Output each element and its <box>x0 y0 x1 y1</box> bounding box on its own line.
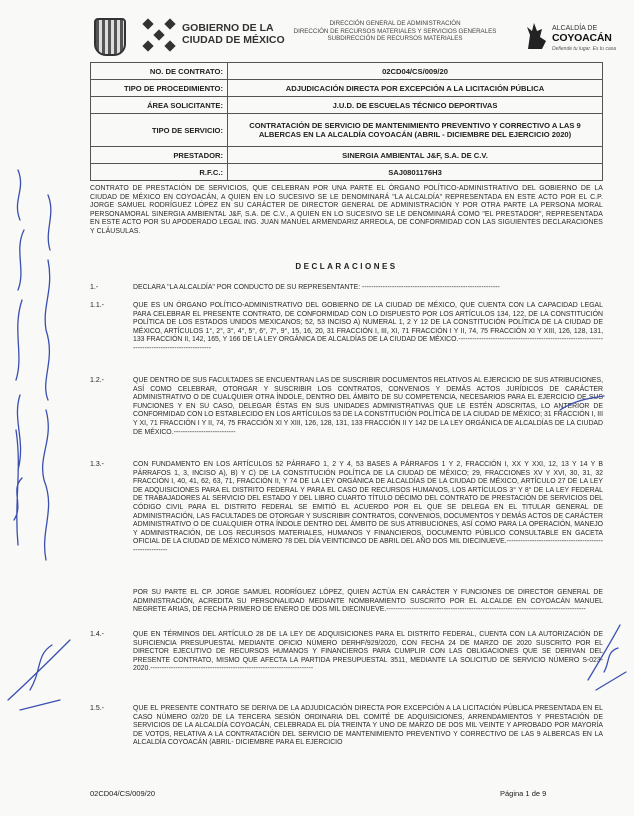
decl-1-2-text: QUE DENTRO DE SUS FACULTADES SE ENCUENTRAN LAS DE SUSCRIBIR DOCUMENTOS RELATIVOS AL EJERCICIO DE SUS ATRIBUCIONES, ASÍ COMO CELEBRAR, OTORGAR Y SUSCRIBIR LOS CONTRATOS, CONVENIOS Y DEMÁS ACTOS JURÍDICOS DE CARÁCTER ADMINISTRATIVO O DE CUALQUIER OTRA ÍNDOLE, DENTRO DEL ÁMBITO DE SU COMPETENCIA, NECESARIOS PARA EL EJERCICIO DE SUS FUNCIONES Y EN SU CASO, DELEGAR ÉSTAS EN SUS UNIDADES ADMINISTRATIVAS QUE LE ESTÉN ADSCRITAS, LO ANTERIOR DE CONFORMIDAD CON LO ESTABLECIDO EN LOS ARTÍCULOS 53 DE LA CONSTITUCIÓN POLÍTICA DE LA CIUDAD DE MÉXICO; 31 FRACCIÓN I, III Y XI, 71 FRACCIÓN I Y II, 74, 75 FRACCIÓN XI Y XIII, 126, 128, 131, 133 FRACCIÓN II Y 142 DE LA LEY ORGÁNICA DE ALCALDÍAS DE LA CIUDAD DE MÉXICO.--------------------------- <box>133 377 603 436</box>
info-row <box>91 164 603 181</box>
info-value: SAJ0801176H3 <box>228 164 603 181</box>
info-row <box>91 80 603 97</box>
decl-1-1-text: QUE ES UN ÓRGANO POLÍTICO-ADMINISTRATIVO DEL GOBIERNO DE LA CIUDAD DE MÉXICO, QUE CUENTA CON LA CAPACIDAD LEGAL PARA CELEBRAR EL PRESENTE CONTRATO, DE CONFORMIDAD CON LO DISPUESTO POR LOS ARTÍCULOS 134, 122, DE LA CONSTITUCIÓN POLÍTICA DE LOS ESTADOS UNIDOS MEXICANOS; 52, 53 INCISO A) NUMERAL 1, 2 Y 12 DE LA CONSTITUCIÓN POLÍTICA DE LA CIUDAD DE MÉXICO, ARTÍCULOS 1°, 2°, 3°, 4°, 5°, 6°, 7°, 9°, 15, 16, 20, 31 FRACCIÓN I, III, XI, 71 FRACCIÓN I Y II, 74, 75 FRACCIÓN XI Y XIII, 126, 128, 131, 133 FRACCIÓN II, 142, 165, Y 166 DE LA LEY ORGÁNICA DE ALCALDÍAS DE LA CIUDAD DE MÉXICO.------------------------------------------------------------------------------------------------- <box>133 302 603 352</box>
dept-line-1: DIRECCIÓN GENERAL DE ADMINISTRACIÓN <box>329 20 461 27</box>
footer-page-number: Página 1 de 9 <box>500 789 547 798</box>
decl-1-5-number: 1.5.- <box>90 705 105 712</box>
coyote-icon <box>524 19 550 53</box>
decl-1-4-text: QUE EN TÉRMINOS DEL ARTÍCULO 28 DE LA LEY DE ADQUISICIONES PARA EL DISTRITO FEDERAL, CUENTA CON LA AUTORIZACIÓN DE SUFICIENCIA PRESUPUESTAL MEDIANTE OFICIO NÚMERO DERHF/929/2020, CON FECHA 24 DE MARZO DE 2020 SUSCRITO POR EL DIRECTOR EJECUTIVO DE RECURSOS HUMANOS Y FINANCIEROS PARA CUMPLIR CON LAS OBLIGACIONES QUE SE DERIVAN DEL PRESENTE CONTRATO, MISMO QUE AFECTA LA PARTIDA PRESUPUESTAL 3511, MEDIANTE LA SOLICITUD DE SERVICIO NÚMERO S-023-2020.----------------------------------------------------------------------- <box>133 631 603 673</box>
decl-1-text: DECLARA "LA ALCALDÍA" POR CONDUCTO DE SU REPRESENTANTE: ------------------------------------------------------------ <box>133 284 500 291</box>
coyoacan-logo <box>522 17 618 57</box>
dept-line-3: SUBDIRECCIÓN DE RECURSOS MATERIALES <box>327 35 463 42</box>
letterhead <box>0 8 634 58</box>
info-key: TIPO DE SERVICIO: <box>91 114 228 147</box>
gov-line-2: CIUDAD DE MÉXICO <box>182 34 285 46</box>
info-value: 02CD04/CS/009/20 <box>228 63 603 80</box>
info-row <box>91 147 603 164</box>
info-value: J.U.D. DE ESCUELAS TÉCNICO DEPORTIVAS <box>228 97 603 114</box>
info-row <box>91 97 603 114</box>
coyoacan-tagline: Defiende tu lugar. Es tu casa <box>552 46 617 52</box>
info-key: TIPO DE PROCEDIMIENTO: <box>91 80 228 97</box>
decl-1-1-number: 1.1.- <box>90 302 105 309</box>
declarations-title: DECLARACIONES <box>295 262 398 271</box>
intro-paragraph: CONTRATO DE PRESTACIÓN DE SERVICIOS, QUE CELEBRAN POR UNA PARTE EL ÓRGANO POLÍTICO-ADMINISTRATIVO DEL GOBIERNO DE LA CIUDAD DE MÉXICO EN COYOACÁN, A QUIEN EN LO SUCESIVO SE LE DENOMINARÁ "LA ALCALDÍA" REPRESENTADA EN ESTE ACTO POR EL C.P. JORGE SAMUEL RODRÍGUEZ LÓPEZ EN SU CARÁCTER DE DIRECTOR GENERAL DE ADMINISTRACIÓN Y POR OTRA PARTE LA PERSONA MORAL PERSONAMORAL SINERGIA AMBIENTAL J&F, S.A. DE C.V., A QUIEN EN LO SUCESIVO SE LE DENOMINARÁ COMO "EL PRESTADOR", REPRESENTADA EN ESTE ACTO POR SU APODERADO LEGAL ING. JUAN MANUEL ARMENDARIZ ARREOLA, DE CONFORMIDAD CON LAS SIGUIENTES DECLARACIONES Y CLÁUSULAS. <box>90 185 603 235</box>
info-key: ÁREA SOLICITANTE: <box>91 97 228 114</box>
decl-1-3-number: 1.3.- <box>90 461 105 468</box>
coyoacan-alcaldia-label: ALCALDÍA DE <box>552 25 598 32</box>
decl-1-5-text: QUE EL PRESENTE CONTRATO SE DERIVA DE LA ADJUDICACIÓN DIRECTA POR EXCEPCIÓN A LA LICITACIÓN PÚBLICA PRESENTADA EN EL CASO NÚMERO 02/20 DE LA TERCERA SESIÓN ORDINARIA DEL COMITÉ DE ADQUISICIONES, ARRENDAMIENTOS Y PRESTACIÓN DE SERVICIOS DE LA ALCALDÍA COYOACÁN, CELEBRADA EL DÍA TREINTA Y UNO DE MARZO DE DOS MIL VEINTE Y APROBADO POR MAYORÍA DE VOTOS, RELATIVA A LA CONTRATACIÓN DEL SERVICIO DE MANTENIMIENTO PREVENTIVO Y CORRECTIVO DE LAS 9 ALBERCAS EN LA ALCALDÍA COYOACÁN (ABRIL- DICIEMBRE PARA EL EJERCICIO <box>133 705 603 747</box>
cdmx-logo-icon <box>140 16 178 54</box>
coat-of-arms-logo <box>94 18 126 56</box>
coyoacan-name: COYOACÁN <box>552 32 612 44</box>
info-key: NO. DE CONTRATO: <box>91 63 228 80</box>
dept-line-2: DIRECCIÓN DE RECURSOS MATERIALES Y SERVICIOS GENERALES <box>293 27 497 35</box>
info-row <box>91 114 603 147</box>
info-key: PRESTADOR: <box>91 147 228 164</box>
info-value: SINERGIA AMBIENTAL J&F, S.A. DE C.V. <box>228 147 603 164</box>
decl-1-4-number: 1.4.- <box>90 631 105 638</box>
decl-1-3-continuation: POR SU PARTE EL CP. JORGE SAMUEL RODRÍGUEZ LÓPEZ, QUIEN ACTÚA EN CARÁCTER Y FUNCIONES DE DIRECTOR GENERAL DE ADMINISTRACIÓN, ACREDITA SU PERSONALIDAD MEDIANTE NOMBRAMIENTO SUSCRITO POR EL ALCALDE EN COYOACÁN MANUEL NEGRETE ARIAS, DE FECHA PRIMERO DE ENERO DE DOS MIL DIECINUEVE.--------------------------------------------------------------------------------------- <box>133 589 603 614</box>
decl-1-2-number: 1.2.- <box>90 377 105 384</box>
info-value: CONTRATACIÓN DE SERVICIO DE MANTENIMIENTO PREVENTIVO Y CORRECTIVO A LAS 9 ALBERCAS EN LA ALCALDÍA COYOACÁN (ABRIL - DICIEMBRE DEL EJERCICIO 2020) <box>228 114 603 147</box>
footer-contract-number: 02CD04/CS/009/20 <box>90 789 156 798</box>
decl-1-3-text: CON FUNDAMENTO EN LOS ARTÍCULOS 52 PÁRRAFO 1, 2 Y 4, 53 BASES A PÁRRAFOS 1 Y 2, FRACCIÓN I, XX Y XXI, 12, 13 Y 14 Y B PÁRRAFOS 1, 3, INCISO A), B) Y C) DE LA CONSTITUCIÓN POLÍTICA DE LA CIUDAD DE MÉXICO; 29, FRACCIONES XV Y XVI, 30, 31, 32 FRACCIÓN I, 40, 41, 62, 63, 71, FRACCIÓN II, Y 74 DE LA LEY ORGÁNICA DE ALCALDÍAS DE LA CIUDAD DE MÉXICO, ARTÍCULO 27 DE LA LEY DE ADQUISICIONES PARA EL DISTRITO FEDERAL Y PARA EL CASO DE RECURSOS HUMANOS, LOS ARTÍCULOS 3° Y 8° DE LA LEY FEDERAL DE TRABAJADORES AL SERVICIO DEL ESTADO Y DEL LIBRO CUARTO TÍTULO DÉCIMO DEL CONTRATO DE PRESTACIÓN DE SERVICIOS DEL CÓDIGO CIVIL PARA EL DISTRITO FEDERAL SE EMITIÓ EL ACUERDO POR EL QUE SE DELEGA EN EL TITULAR GENERAL DE ADMINISTRACIÓN, LAS FACULTADES DE OTORGAR Y SUSCRIBIR CONTRATOS, CONVENIOS, DOCUMENTOS Y DEMÁS ACTOS DE CARÁCTER ADMINISTRATIVO O DE CUALQUIER OTRA ÍNDOLE DENTRO DEL ÁMBITO DE SUS ATRIBUCIONES, ASÍ COMO PARA LA OPERACIÓN, MANEJO Y ADMINISTRACIÓN, DE LOS RECURSOS MATERIALES, HUMANOS Y FINANCIEROS, DOCUMENTO PÚBLICO CONSULTABLE EN GACETA OFICIAL DE LA CIUDAD DE MÉXICO NÚMERO 78 DEL DÍA VEINTICINCO DE ABRIL DEL AÑO DOS MIL DIECINUEVE.--------------------------------------------------------- <box>133 461 603 554</box>
gov-line-1: GOBIERNO DE LA <box>182 22 274 34</box>
contract-info-table <box>90 62 603 181</box>
decl-1-number: 1.- <box>90 284 99 291</box>
department-lines <box>270 20 520 43</box>
info-row <box>91 63 603 80</box>
info-value: ADJUDICACIÓN DIRECTA POR EXCEPCIÓN A LA LICITACIÓN PÚBLICA <box>228 80 603 97</box>
info-key: R.F.C.: <box>91 164 228 181</box>
